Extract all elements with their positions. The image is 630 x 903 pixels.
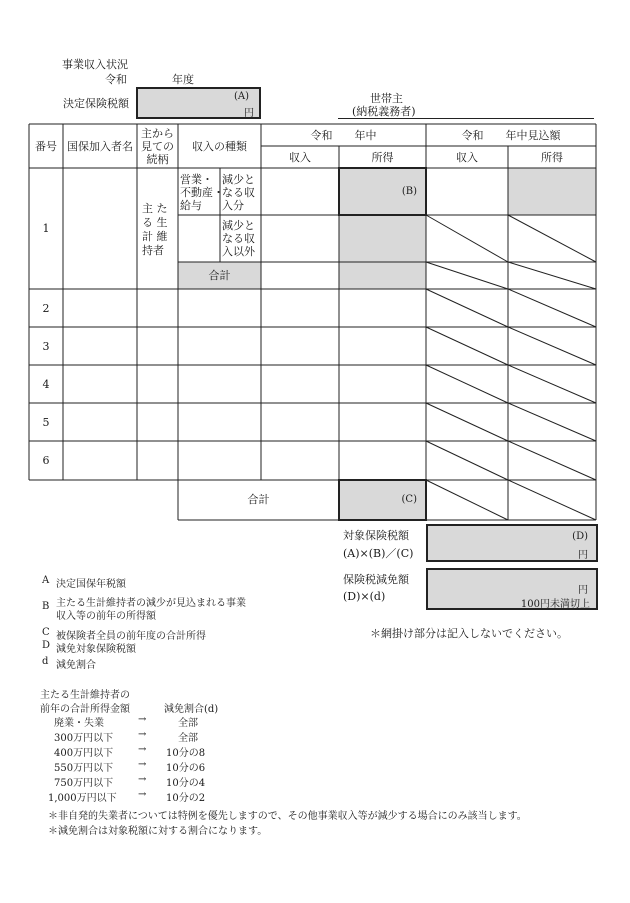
round-note: 100円未満切上 (520, 599, 590, 610)
ratio-value: 10分の2 (166, 793, 206, 804)
shade-note: ＊網掛け部分は記入しないでください。 (370, 627, 568, 640)
legend-text: 決定国保年税額 (56, 579, 126, 590)
other-items-2: なる収 (222, 232, 255, 245)
legend-text: 主たる生計維持者の減少が見込まれる事業 (56, 598, 246, 609)
householder-label: 世帯主 (370, 92, 403, 105)
arrow-icon: → (138, 714, 147, 725)
yen-unit: 円 (578, 585, 588, 596)
ratio-amount: 300万円以下 (54, 733, 114, 744)
legend-key: D (42, 640, 51, 651)
header-forecast-income: 収入 (456, 151, 478, 164)
other-items-3: 入以外 (222, 245, 255, 258)
arrow-icon: → (138, 759, 147, 770)
ratio-value: 10分の6 (166, 763, 206, 774)
header-no: 番号 (35, 140, 57, 153)
ratio-value: 10分の8 (166, 748, 206, 759)
other-items-1: 減少と (222, 219, 255, 232)
header-income-type: 収入の種類 (192, 140, 247, 153)
ratio-heading-2: 前年の合計所得金額 (40, 704, 130, 715)
legend-text: 収入等の前年の所得額 (56, 611, 156, 622)
row-number: 5 (42, 416, 50, 429)
main-earner-3: 計 維 (142, 230, 168, 243)
subtotal-label: 合計 (208, 269, 231, 282)
reduced-tax-formula: (D)×(d) (343, 590, 386, 603)
target-tax-label: 対象保険税額 (343, 529, 409, 542)
legend-text: 被保険者全員の前年度の合計所得 (56, 631, 206, 642)
legend-text: 減免割合 (56, 660, 96, 671)
legend-key: C (42, 627, 50, 638)
header-current-year: 令和 年中 (310, 129, 377, 142)
field-c[interactable] (338, 479, 427, 521)
legend-key: B (42, 601, 50, 612)
row-number: 3 (42, 340, 50, 353)
legend-text: 減免対象保険税額 (56, 644, 136, 655)
yen-unit: 円 (578, 550, 588, 561)
reduced-tax-field[interactable] (426, 568, 598, 610)
ratio-amount: 廃業・失業 (54, 718, 104, 729)
header-earning: 所得 (371, 151, 394, 164)
row-number: 2 (42, 302, 50, 315)
header-forecast: 令和 年中見込額 (461, 129, 561, 142)
business-type-2: 不動産・ (180, 186, 224, 199)
row-number: 6 (42, 454, 50, 467)
main-earner-4: 持者 (142, 244, 164, 257)
yen-unit: 円 (244, 108, 254, 119)
householder-sub-label: (納税義務者) (352, 105, 416, 118)
header-relation-2: 見ての (141, 140, 174, 153)
ratio-value: 全部 (178, 733, 198, 744)
ratio-amount: 750万円以下 (54, 778, 114, 789)
target-tax-field[interactable] (426, 524, 598, 562)
note: ＊減免割合は対象税額に対する割合になります。 (48, 826, 268, 837)
header-name: 国保加入者名 (67, 140, 133, 153)
ratio-heading-ratio: 減免割合(d) (164, 704, 219, 715)
header-relation-3: 続柄 (146, 153, 169, 166)
section-title: 事業収入状況 (62, 58, 128, 71)
field-b[interactable] (338, 167, 427, 216)
main-earner-1: 主 た (142, 202, 168, 215)
reduced-tax-label: 保険税減免額 (343, 573, 409, 586)
assessed-tax-label: 決定保険税額 (63, 97, 129, 110)
grand-total-label: 合計 (247, 493, 270, 506)
ratio-value: 全部 (178, 718, 198, 729)
mark-b: (B) (401, 186, 417, 197)
arrow-icon: → (138, 774, 147, 785)
decrease-items-3: 入分 (222, 199, 244, 212)
year-suffix: 年度 (172, 73, 194, 86)
target-tax-formula: (A)×(B)／(C) (343, 547, 414, 560)
main-earner-2: る 生 (142, 216, 168, 229)
ratio-amount: 550万円以下 (54, 763, 114, 774)
mark-a: (A) (233, 91, 249, 102)
arrow-icon: → (138, 744, 147, 755)
note: ＊非自発的失業者については特例を優先しますので、その他事業収入等が減少する場合にのみ該当します。 (48, 811, 527, 822)
arrow-icon: → (138, 789, 147, 800)
legend-key: A (42, 575, 50, 586)
ratio-value: 10分の4 (166, 778, 206, 789)
ratio-amount: 1,000万円以下 (48, 793, 117, 804)
decrease-items-1: 減少と (222, 173, 255, 186)
row-number: 1 (42, 222, 50, 235)
legend-key: d (42, 656, 49, 667)
mark-d: (D) (572, 531, 588, 542)
header-income: 収入 (289, 151, 311, 164)
business-type-3: 給与 (180, 199, 202, 212)
row-number: 4 (42, 378, 50, 391)
business-type-1: 営業・ (180, 173, 213, 186)
ratio-amount: 400万円以下 (54, 748, 114, 759)
header-forecast-earning: 所得 (541, 151, 563, 164)
arrow-icon: → (138, 729, 147, 740)
decrease-items-2: なる収 (222, 186, 255, 199)
ratio-heading-1: 主たる生計維持者の (40, 690, 130, 701)
header-relation-1: 主から (141, 127, 174, 140)
mark-c: (C) (401, 494, 417, 505)
reiwa-label: 令和 (105, 73, 127, 86)
